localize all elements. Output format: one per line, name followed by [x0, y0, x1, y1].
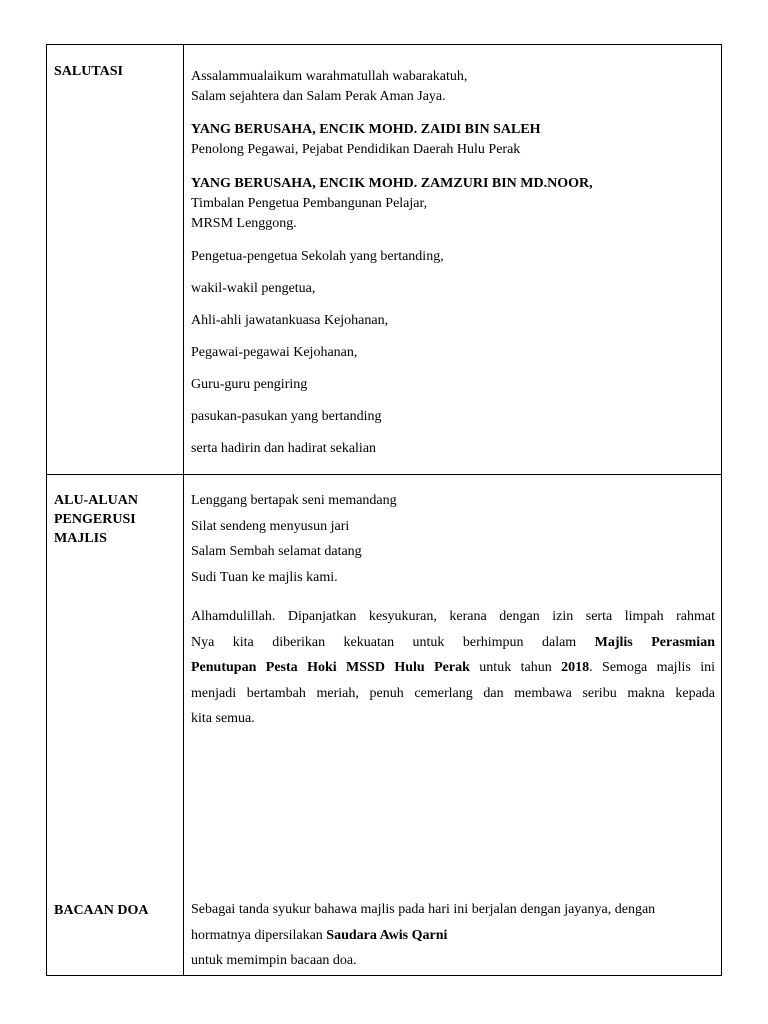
- paragraph-text: untuk tahun: [469, 660, 562, 675]
- salutation-list: [191, 247, 715, 471]
- pantun-line: Lenggang bertapak seni memandang: [191, 493, 397, 508]
- alu-aluan-label-line: PENGERUSI: [54, 512, 136, 527]
- event-name-bold: Majlis Perasmian: [594, 634, 715, 650]
- pantun-line: Sudi Tuan ke majlis kami.: [191, 569, 338, 585]
- list-item: wakil-wakil pengetua,: [191, 281, 316, 296]
- paragraph-line: menjadi bertambah meriah, penuh cemerlang dan membawa seribu makna kepada: [191, 685, 715, 701]
- pantun-line: Silat sendeng menyusun jari: [191, 518, 350, 534]
- paragraph-line: [191, 630, 715, 656]
- list-item: Pegawai-pegawai Kejohanan,: [191, 345, 358, 360]
- alu-aluan-content: [191, 488, 715, 732]
- paragraph-line: Alhamdulillah. Dipanjatkan kesyukuran, kerana dengan izin serta limpah rahmat: [191, 609, 715, 624]
- vip2-title-1: Timbalan Pengetua Pembangunan Pelajar,: [191, 196, 428, 211]
- list-item: Ahli-ahli jawatankuasa Kejohanan,: [191, 313, 389, 328]
- doa-text: hormatnya dipersilakan: [191, 927, 327, 943]
- list-item: Pengetua-pengetua Sekolah yang bertanding,: [191, 249, 444, 264]
- salutasi-label: SALUTASI: [54, 64, 123, 79]
- salutasi-content: [191, 67, 715, 471]
- doa-line: [191, 923, 715, 949]
- greeting-line-2: Salam sejahtera dan Salam Perak Aman Jaya.: [191, 89, 446, 104]
- paragraph-line: [191, 655, 715, 681]
- doa-line: untuk memimpin bacaan doa.: [191, 953, 357, 968]
- event-year: 2018: [561, 660, 590, 675]
- column-divider: [183, 45, 184, 975]
- vip1-name: YANG BERUSAHA, ENCIK MOHD. ZAIDI BIN SALEH: [191, 122, 541, 137]
- event-name-bold: Penutupan Pesta Hoki MSSD Hulu Perak: [191, 660, 470, 675]
- alu-aluan-label: [54, 491, 174, 548]
- alu-aluan-label-line: MAJLIS: [54, 531, 107, 546]
- alu-aluan-label-line: ALU-ALUAN: [54, 493, 138, 508]
- paragraph-text: Nya kita diberikan kekuatan untuk berhimpun dalam: [191, 634, 595, 650]
- bacaan-doa-content: [191, 897, 715, 974]
- program-table: [46, 44, 722, 976]
- doa-leader-name: Saudara Awis Qarni: [326, 927, 448, 943]
- doa-line: Sebagai tanda syukur bahawa majlis pada hari ini berjalan dengan jayanya, dengan: [191, 902, 656, 917]
- vip2-title-2: MRSM Lenggong.: [191, 216, 297, 231]
- vip1-title: Penolong Pegawai, Pejabat Pendidikan Daerah Hulu Perak: [191, 142, 521, 157]
- list-item: Guru-guru pengiring: [191, 377, 308, 392]
- greeting-line-1: Assalammualaikum warahmatullah wabarakatuh,: [191, 69, 468, 84]
- bacaan-doa-label: BACAAN DOA: [54, 903, 149, 918]
- paragraph-text: . Semoga majlis ini: [589, 660, 715, 675]
- list-item: serta hadirin dan hadirat sekalian: [191, 441, 377, 456]
- pantun: [191, 488, 715, 590]
- list-item: pasukan-pasukan yang bertanding: [191, 409, 382, 424]
- pantun-line: Salam Sembah selamat datang: [191, 544, 362, 559]
- paragraph-line: kita semua.: [191, 711, 255, 726]
- opening-paragraph: [191, 604, 715, 732]
- row-divider: [47, 474, 721, 475]
- vip2-name: YANG BERUSAHA, ENCIK MOHD. ZAMZURI BIN MD.NOOR,: [191, 176, 593, 191]
